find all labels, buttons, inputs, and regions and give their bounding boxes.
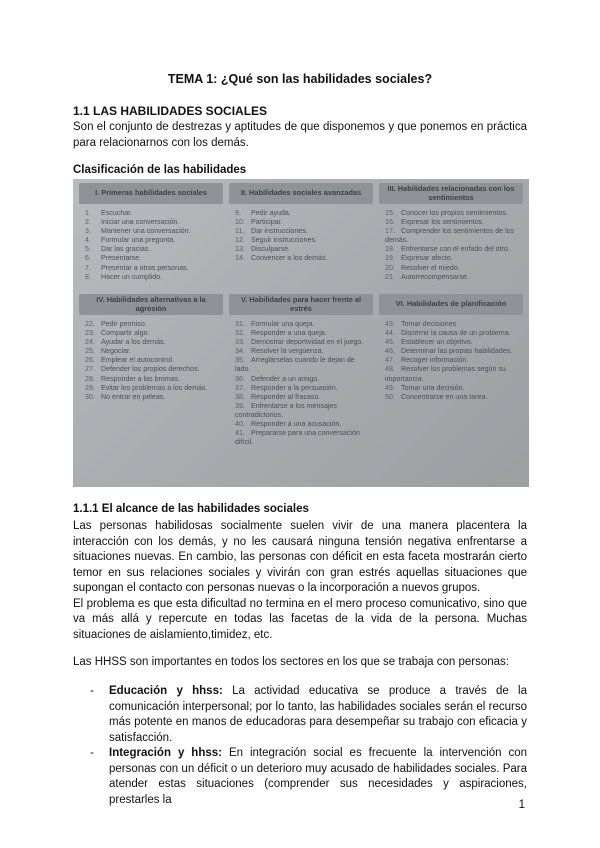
skill-number: 23. bbox=[85, 329, 95, 338]
skill-number: 47. bbox=[385, 356, 395, 365]
skill-item bbox=[85, 209, 221, 218]
skill-item bbox=[235, 420, 371, 429]
skill-item bbox=[235, 402, 371, 420]
bullet-term: Integración y hhss: bbox=[109, 747, 222, 759]
skill-number: 15. bbox=[385, 209, 395, 217]
skill-number: 25. bbox=[85, 347, 95, 356]
skill-text: Seguir instrucciones. bbox=[251, 236, 317, 245]
skill-number: 13. bbox=[235, 245, 245, 254]
skill-item bbox=[85, 227, 221, 236]
subsection-body bbox=[73, 519, 527, 643]
skill-number: 1. bbox=[85, 209, 91, 217]
skill-item bbox=[85, 329, 221, 338]
skill-number: 38. bbox=[235, 392, 245, 401]
skill-text: Formular una queja. bbox=[251, 320, 315, 328]
skill-text: Conocer los propios sentimientos. bbox=[401, 209, 508, 217]
skill-number: 31. bbox=[235, 320, 245, 328]
skill-text: Establecer un objetivo. bbox=[401, 338, 473, 347]
skill-number: 14. bbox=[235, 254, 245, 263]
skill-text: Defender los propios derechos. bbox=[101, 365, 200, 374]
skill-text: Responder a las bromas. bbox=[101, 374, 181, 383]
skill-number: 26. bbox=[85, 356, 95, 365]
skill-item bbox=[385, 209, 521, 218]
skill-number: 21. bbox=[385, 272, 395, 281]
skill-item bbox=[85, 375, 221, 384]
skill-item bbox=[385, 227, 521, 245]
skill-item bbox=[385, 393, 521, 402]
skill-text: Tomar decisiones. bbox=[401, 320, 459, 328]
bullet-item bbox=[73, 684, 527, 746]
skill-text: Determinar las propias habilidades. bbox=[401, 347, 513, 356]
skill-text: Dar instrucciones. bbox=[251, 227, 308, 236]
skill-item bbox=[235, 218, 371, 227]
skill-number: 27. bbox=[85, 365, 95, 374]
skill-item bbox=[85, 236, 221, 245]
bullet-dash: - bbox=[90, 747, 94, 759]
skill-number: 50. bbox=[385, 392, 395, 401]
skill-text: Responder a la persuasión. bbox=[251, 383, 338, 392]
skill-item bbox=[235, 384, 371, 393]
skill-item bbox=[85, 356, 221, 365]
skill-text: Negociar. bbox=[101, 347, 131, 356]
skill-number: 18. bbox=[385, 245, 395, 254]
page-number: 1 bbox=[518, 799, 525, 811]
skill-number: 11. bbox=[235, 227, 245, 236]
skill-text: Resolver el miedo. bbox=[401, 263, 460, 272]
group-header-6: VI. Habilidades de planificación bbox=[379, 294, 523, 315]
group-list-3 bbox=[379, 204, 523, 294]
skill-number: 45. bbox=[385, 338, 395, 347]
skill-text: Prepararse para una conversación difícil. bbox=[235, 429, 360, 447]
skill-number: 39. bbox=[235, 401, 245, 410]
skill-text: Pedir ayuda. bbox=[251, 209, 291, 217]
skill-number: 30. bbox=[85, 392, 95, 401]
paragraph: El problema es que esta dificultad no termina en el mero proceso comunicativo, sino que va más allá y repercute en todas las facetas de la vida de la persona. Muchas situaciones de aislamiento,timidez, etc. bbox=[73, 597, 527, 641]
skill-item bbox=[385, 338, 521, 347]
skill-item bbox=[385, 218, 521, 227]
skill-item bbox=[235, 320, 371, 329]
skill-text: Formular una pregunta. bbox=[101, 236, 176, 245]
skill-number: 10. bbox=[235, 218, 245, 227]
section-heading: 1.1 LAS HABILIDADES SOCIALES bbox=[73, 104, 268, 118]
skill-number: 44. bbox=[385, 329, 395, 338]
group-header-5: V. Habilidades para hacer frente al estrés bbox=[229, 294, 373, 315]
skill-number: 36. bbox=[235, 374, 245, 383]
group-header-4: IV. Habilidades alternativas a la agresión bbox=[79, 294, 223, 315]
skill-item bbox=[235, 347, 371, 356]
skill-number: 32. bbox=[235, 329, 245, 338]
skill-number: 46. bbox=[385, 347, 395, 356]
skill-text: Compartir algo. bbox=[101, 329, 150, 338]
skill-number: 16. bbox=[385, 218, 395, 227]
skill-text: Discernir la causa de un problema. bbox=[401, 329, 511, 338]
skill-text: Ayudar a los demás. bbox=[101, 338, 166, 347]
skill-text: Enfrentarse con el enfado del otro. bbox=[401, 245, 510, 254]
skill-number: 20. bbox=[385, 263, 395, 272]
skill-item bbox=[85, 264, 221, 273]
skill-item bbox=[385, 347, 521, 356]
skill-text: Recoger información. bbox=[401, 356, 469, 365]
bullet-dash: - bbox=[90, 685, 94, 697]
skill-number: 22. bbox=[85, 320, 95, 328]
skill-text: Disculparse. bbox=[251, 245, 291, 254]
subsection-heading: 1.1.1 El alcance de las habilidades sociales bbox=[73, 503, 309, 515]
skills-classification-table bbox=[73, 179, 529, 487]
skill-text: No entrar en peleas. bbox=[101, 392, 166, 401]
group-header-2: II. Habilidades sociales avanzadas bbox=[229, 183, 373, 204]
skill-item bbox=[85, 218, 221, 227]
skill-number: 8. bbox=[85, 272, 91, 281]
skill-item bbox=[385, 320, 521, 329]
skill-number: 28. bbox=[85, 374, 95, 383]
skill-item bbox=[85, 384, 221, 393]
skill-item bbox=[235, 245, 371, 254]
bullet-list bbox=[73, 684, 527, 808]
skill-number: 37. bbox=[235, 383, 245, 392]
skill-text: Demostrar deportividad en el juego. bbox=[251, 338, 364, 347]
skill-item bbox=[85, 347, 221, 356]
skill-item bbox=[85, 320, 221, 329]
skill-text: Mantener una conversación. bbox=[101, 227, 191, 236]
skill-text: Enfrentarse a los mensajes contradictorios. bbox=[235, 401, 337, 419]
group-list-4 bbox=[79, 315, 223, 483]
skill-text: Expresar afecto. bbox=[401, 254, 453, 263]
skill-item bbox=[235, 356, 371, 374]
group-list-6 bbox=[379, 315, 523, 483]
skill-number: 24. bbox=[85, 338, 95, 347]
skill-text: Tomar una decisión. bbox=[401, 383, 465, 392]
skill-number: 33. bbox=[235, 338, 245, 347]
group-header-1: I. Primeras habilidades sociales bbox=[79, 183, 223, 204]
skill-text: Participar. bbox=[251, 218, 283, 227]
bullet-text: En integración social es frecuente la intervención con personas con un déficit o un deterioro muy acusado de habilidades sociales. Para atender estas situaciones (comprender sus necesidades y aspiraciones, prestarles la bbox=[109, 747, 528, 806]
lead-paragraph: Las HHSS son importantes en todos los sectores en los que se trabaja con personas: bbox=[73, 656, 509, 668]
skill-text: Responder a una queja. bbox=[251, 329, 327, 338]
skill-item bbox=[385, 356, 521, 365]
skill-text: Evitar los problemas a los demás. bbox=[101, 383, 208, 392]
skill-item bbox=[385, 365, 521, 383]
bullet-item bbox=[73, 746, 527, 808]
skill-text: Escuchar. bbox=[101, 209, 133, 217]
classification-heading: Clasificación de las habilidades bbox=[73, 164, 247, 176]
bullet-text: La actividad educativa se produce a través de la comunicación interpersonal; por lo tanto, las habilidades sociales serán el recurso más potente en manos de educadoras para desempeñar su trabajo con eficacia y satisfacción. bbox=[109, 685, 528, 744]
skill-number: 35. bbox=[235, 356, 245, 365]
skill-item bbox=[385, 254, 521, 263]
section-paragraph: Son el conjunto de destrezas y aptitudes de que disponemos y que ponemos en práctica para relacionarnos con los demás. bbox=[73, 121, 527, 149]
skill-number: 5. bbox=[85, 245, 91, 254]
skill-item bbox=[385, 329, 521, 338]
skill-number: 19. bbox=[385, 254, 395, 263]
skill-number: 48. bbox=[385, 365, 395, 374]
skill-item bbox=[85, 245, 221, 254]
skill-number: 40. bbox=[235, 420, 245, 429]
skill-item bbox=[235, 227, 371, 236]
skill-text: Iniciar una conversación. bbox=[101, 218, 180, 227]
skill-item bbox=[85, 273, 221, 282]
skill-number: 6. bbox=[85, 254, 91, 263]
group-list-2 bbox=[229, 204, 373, 294]
group-list-5 bbox=[229, 315, 373, 483]
skill-text: Autorrecompensarse. bbox=[401, 272, 469, 281]
skill-item bbox=[385, 273, 521, 282]
skill-item bbox=[235, 209, 371, 218]
skill-number: 4. bbox=[85, 236, 91, 245]
skill-text: Resolver la vergüenza. bbox=[251, 347, 324, 356]
skill-text: Responder a una acusación. bbox=[251, 420, 342, 429]
skill-text: Resolver los problemas según su importancia. bbox=[385, 365, 506, 383]
skill-text: Responder al fracaso. bbox=[251, 392, 321, 401]
skill-text: Presentarse. bbox=[101, 254, 142, 263]
page-title: TEMA 1: ¿Qué son las habilidades sociales? bbox=[167, 72, 433, 86]
skill-text: Emplear el autocontrol. bbox=[101, 356, 174, 365]
skill-item bbox=[235, 329, 371, 338]
bullet-term: Educación y hhss: bbox=[109, 685, 223, 697]
skill-item bbox=[235, 393, 371, 402]
skill-number: 29. bbox=[85, 383, 95, 392]
skill-number: 34. bbox=[235, 347, 245, 356]
skill-number: 9. bbox=[235, 209, 241, 217]
skill-number: 12. bbox=[235, 236, 245, 245]
skill-item bbox=[235, 429, 371, 447]
skill-number: 49. bbox=[385, 383, 395, 392]
skill-item bbox=[235, 375, 371, 384]
skill-text: Pedir permiso. bbox=[101, 320, 147, 328]
skill-item bbox=[85, 365, 221, 374]
skill-text: Comprender los sentimientos de los demás. bbox=[385, 227, 515, 245]
skill-text: Arreglárselas cuando le dejan de lado. bbox=[235, 356, 355, 374]
group-header-3: III. Habilidades relacionadas con los sentimientos bbox=[379, 183, 523, 204]
skill-text: Convencer a los demás. bbox=[251, 254, 328, 263]
skill-number: 41. bbox=[235, 429, 245, 438]
skill-item bbox=[235, 338, 371, 347]
skill-item bbox=[385, 384, 521, 393]
skill-number: 2. bbox=[85, 218, 91, 227]
skill-text: Defender a un amigo. bbox=[251, 374, 320, 383]
skill-item bbox=[385, 245, 521, 254]
skill-item bbox=[85, 393, 221, 402]
skill-text: Concentrarse en una tarea. bbox=[401, 392, 488, 401]
skill-item bbox=[85, 254, 221, 263]
skill-number: 7. bbox=[85, 263, 91, 272]
skill-item bbox=[85, 338, 221, 347]
skill-item bbox=[235, 254, 371, 263]
skill-number: 3. bbox=[85, 227, 91, 236]
skill-number: 17. bbox=[385, 227, 395, 236]
skill-text: Expresar los sentimientos. bbox=[401, 218, 485, 227]
skill-number: 43. bbox=[385, 320, 395, 328]
skill-item bbox=[385, 264, 521, 273]
skill-text: Hacer un cumplido. bbox=[101, 272, 163, 281]
group-list-1 bbox=[79, 204, 223, 294]
paragraph: Las personas habilidosas socialmente suelen vivir de una manera placentera la interacción con los demás, y no les causará ninguna tensión negativa enfrentarse a situaciones nuevas. En cambio, las personas con déficit en esta faceta mostrarán cierto temor en sus relaciones sociales y vivirán con gran estrés aquellas situaciones que supongan el contacto con personas nuevas o la incorporación a nuevos grupos. bbox=[73, 520, 527, 594]
skill-text: Dar las gracias. bbox=[101, 245, 151, 254]
skill-item bbox=[235, 236, 371, 245]
skill-text: Presentar a otras personas. bbox=[101, 263, 189, 272]
